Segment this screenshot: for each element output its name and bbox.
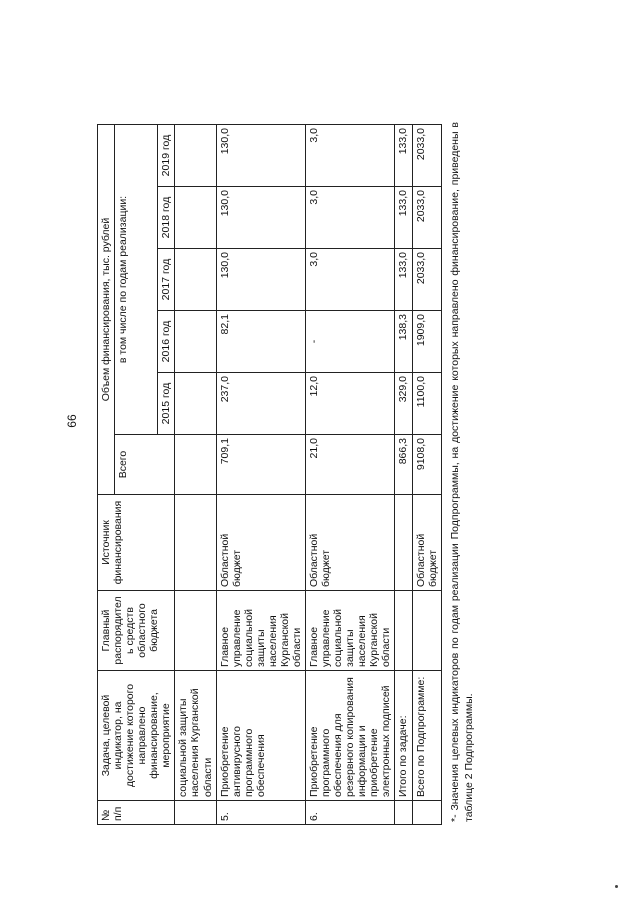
cell-num bbox=[395, 801, 412, 825]
cell-year bbox=[175, 373, 216, 435]
cell-task: Приобретение программного обеспечения для резервного копирования информации и приобретение электронных подписей bbox=[306, 671, 395, 801]
financing-table bbox=[97, 124, 442, 825]
cell-year: 130,0 bbox=[216, 249, 305, 311]
page-number: 66 bbox=[65, 414, 79, 428]
cell-year: 133,0 bbox=[395, 187, 412, 249]
cell-year: 237,0 bbox=[216, 373, 305, 435]
cell-year: 12,0 bbox=[306, 373, 395, 435]
cell-year: 82,1 bbox=[216, 311, 305, 373]
year-header: 2016 год bbox=[158, 311, 175, 373]
cell-total bbox=[175, 435, 216, 495]
task-total-row bbox=[395, 125, 412, 825]
rotated-page-content bbox=[95, 95, 515, 830]
cell-year: 1909,0 bbox=[412, 311, 441, 373]
scan-speck bbox=[615, 885, 618, 888]
cell-year: 3,0 bbox=[306, 125, 395, 187]
cell-year: 133,0 bbox=[395, 249, 412, 311]
cell-num: 5. bbox=[216, 801, 305, 825]
cell-year: 130,0 bbox=[216, 125, 305, 187]
year-header: 2018 год bbox=[158, 187, 175, 249]
cell-total: 21,0 bbox=[306, 435, 395, 495]
cell-task: социальной защиты населения Курганской области bbox=[175, 671, 216, 801]
col-volume-header: Объем финансирования, тыс. рублей bbox=[98, 125, 115, 495]
task-total-label: Итого по задаче: bbox=[395, 671, 412, 801]
year-header: 2019 год bbox=[158, 125, 175, 187]
table-row bbox=[216, 125, 305, 825]
cell-source bbox=[395, 495, 412, 591]
cell-source: Областной бюджет bbox=[216, 495, 305, 591]
cell-year: 3,0 bbox=[306, 187, 395, 249]
cell-year: 133,0 bbox=[395, 125, 412, 187]
cell-task: Приобретение антивирусного программного обеспечения bbox=[216, 671, 305, 801]
table-row bbox=[306, 125, 395, 825]
cell-year: 2033,0 bbox=[412, 125, 441, 187]
year-header: 2015 год bbox=[158, 373, 175, 435]
cell-year: 130,0 bbox=[216, 187, 305, 249]
cell-distributor bbox=[412, 591, 441, 671]
grand-total-label: Всего по Подпрограмме: bbox=[412, 671, 441, 801]
cell-distributor: Главное управление социальной защиты населения Курганской области bbox=[306, 591, 395, 671]
header-row-1 bbox=[98, 125, 115, 825]
cell-total: 866,3 bbox=[395, 435, 412, 495]
footnote: *- Значения целевых индикаторов по годам реализации Подпрограммы, на достижение которых направлено финансирование, приведены в таблице 2 Подпрограммы. bbox=[448, 122, 475, 822]
cell-year: 138,3 bbox=[395, 311, 412, 373]
col-distributor-header: Главный распорядитель средств областного бюджета bbox=[98, 591, 175, 671]
cell-num bbox=[412, 801, 441, 825]
year-header: 2017 год bbox=[158, 249, 175, 311]
cell-distributor bbox=[395, 591, 412, 671]
cell-distributor bbox=[175, 591, 216, 671]
cell-year bbox=[175, 249, 216, 311]
cell-source: Областной бюджет bbox=[306, 495, 395, 591]
cell-year bbox=[175, 311, 216, 373]
cell-year: - bbox=[306, 311, 395, 373]
cell-source bbox=[175, 495, 216, 591]
cell-total: 709,1 bbox=[216, 435, 305, 495]
table-row-continuation bbox=[175, 125, 216, 825]
cell-year: 2033,0 bbox=[412, 249, 441, 311]
grand-total-row bbox=[412, 125, 441, 825]
cell-year: 2033,0 bbox=[412, 187, 441, 249]
col-num-header: № п/п bbox=[98, 801, 175, 825]
cell-year: 329,0 bbox=[395, 373, 412, 435]
cell-year bbox=[175, 187, 216, 249]
cell-num bbox=[175, 801, 216, 825]
cell-source: Областной бюджет bbox=[412, 495, 441, 591]
cell-year: 3,0 bbox=[306, 249, 395, 311]
cell-year bbox=[175, 125, 216, 187]
cell-num: 6. bbox=[306, 801, 395, 825]
cell-distributor: Главное управление социальной защиты населения Курганской области bbox=[216, 591, 305, 671]
cell-total: 9108,0 bbox=[412, 435, 441, 495]
col-total-header: Всего bbox=[115, 435, 175, 495]
col-source-header: Источник финансирования bbox=[98, 495, 175, 591]
cell-year: 1100,0 bbox=[412, 373, 441, 435]
col-task-header: Задача, целевой индикатор, на достижение которого направлено финансирование, мероприятие bbox=[98, 671, 175, 801]
col-by-years-header: в том числе по годам реализации: bbox=[115, 125, 158, 435]
